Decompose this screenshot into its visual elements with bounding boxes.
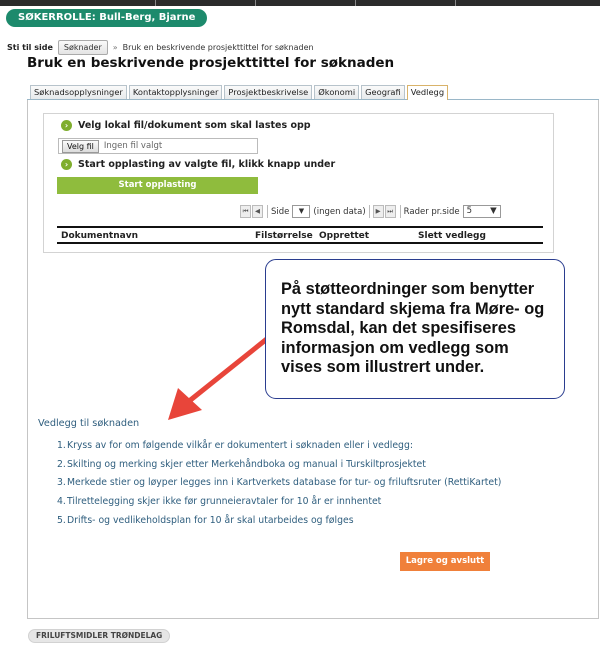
top-bar-divider bbox=[255, 0, 256, 6]
chevron-down-icon: ▼ bbox=[490, 206, 497, 216]
column-header-slett-vedlegg[interactable]: Slett vedlegg bbox=[418, 231, 486, 241]
top-bar-divider bbox=[155, 0, 156, 6]
pager-divider bbox=[267, 205, 268, 218]
pager-divider bbox=[400, 205, 401, 218]
list-item-text: Tilrettelegging skjer ikke før grunneieravtaler for 10 år er innhentet bbox=[67, 496, 382, 508]
list-item-number: 4. bbox=[57, 496, 66, 508]
list-item-text: Skilting og merking skjer etter Merkehåndboka og manual i Turskiltprosjektet bbox=[67, 458, 426, 470]
save-and-exit-button[interactable]: Lagre og avslutt bbox=[400, 552, 490, 571]
top-bar-divider bbox=[455, 0, 456, 6]
tab-vedlegg[interactable]: Vedlegg bbox=[407, 85, 448, 100]
list-item-number: 2. bbox=[57, 458, 66, 470]
breadcrumb-lead: Sti til side bbox=[7, 42, 53, 52]
attachments-section-title: Vedlegg til søknaden bbox=[38, 418, 140, 429]
top-bar bbox=[0, 0, 600, 6]
attachments-list bbox=[40, 437, 501, 530]
pager-page-label: Side bbox=[271, 206, 290, 217]
tab-soknadsopplysninger[interactable]: Søknadsopplysninger bbox=[30, 85, 127, 99]
list-item bbox=[40, 474, 501, 493]
upload-step-2 bbox=[61, 159, 335, 170]
pager-no-data: (ingen data) bbox=[313, 206, 366, 217]
breadcrumb bbox=[7, 38, 314, 56]
rows-per-page-select[interactable] bbox=[463, 205, 501, 218]
breadcrumb-soknader-button[interactable]: Søknader bbox=[58, 40, 108, 55]
choose-file-button[interactable]: Velg fil bbox=[62, 140, 99, 153]
rows-per-page-value: 5 bbox=[466, 206, 473, 216]
info-callout bbox=[265, 259, 565, 399]
info-callout-text: På støtteordninger som benytter nytt standard skjema fra Møre- og Romsdal, kan det spesifiseres informasjon om vedlegg som vises som illustrert under. bbox=[281, 280, 545, 376]
column-header-opprettet[interactable]: Opprettet bbox=[319, 231, 370, 241]
list-item-text: Kryss av for om følgende vilkår er dokumentert i søknaden eller i vedlegg: bbox=[67, 440, 413, 451]
column-header-filstorrelse[interactable]: Filstørrelse bbox=[255, 231, 313, 241]
list-item bbox=[40, 437, 501, 456]
page-title: Bruk en beskrivende prosjekttittel for søknaden bbox=[27, 55, 395, 71]
list-item-number: 5. bbox=[57, 514, 66, 526]
tab-okonomi[interactable]: Økonomi bbox=[314, 85, 359, 99]
file-input[interactable] bbox=[58, 138, 258, 154]
pager bbox=[240, 204, 504, 219]
pager-divider bbox=[369, 205, 370, 218]
start-upload-button[interactable]: Start opplasting bbox=[57, 177, 258, 194]
footer-program-label[interactable]: FRILUFTSMIDLER TRØNDELAG bbox=[28, 629, 170, 643]
upload-step-1 bbox=[61, 120, 311, 131]
page-select[interactable]: ▼ bbox=[292, 205, 310, 218]
tab-bar bbox=[30, 85, 448, 100]
breadcrumb-separator: » bbox=[112, 42, 118, 52]
next-page-icon[interactable]: ▶ bbox=[373, 205, 384, 218]
tab-prosjektbeskrivelse[interactable]: Prosjektbeskrivelse bbox=[224, 85, 312, 99]
column-header-dokumentnavn[interactable]: Dokumentnavn bbox=[61, 231, 138, 241]
upload-step-2-label: Start opplasting av valgte fil, klikk knapp under bbox=[78, 159, 336, 170]
circle-arrow-right-icon: › bbox=[61, 120, 72, 131]
list-item bbox=[40, 493, 501, 512]
list-item-number: 3. bbox=[57, 477, 66, 489]
tab-geografi[interactable]: Geografi bbox=[361, 85, 405, 99]
tab-kontaktopplysninger[interactable]: Kontaktopplysninger bbox=[129, 85, 223, 99]
list-item-text: Merkede stier og løyper legges inn i Kartverkets database for tur- og friluftsruter (RettiKartet) bbox=[67, 477, 502, 489]
breadcrumb-current: Bruk en beskrivende prosjekttittel for søknaden bbox=[122, 42, 314, 52]
list-item bbox=[40, 512, 501, 531]
prev-page-icon[interactable]: ◀ bbox=[252, 205, 263, 218]
list-item-text: Drifts- og vedlikeholdsplan for 10 år skal utarbeides og følges bbox=[67, 514, 354, 526]
list-item bbox=[40, 456, 501, 475]
rows-per-page-label: Rader pr.side bbox=[403, 206, 460, 217]
top-bar-divider bbox=[355, 0, 356, 6]
last-page-icon[interactable]: ⏭ bbox=[385, 205, 396, 218]
upload-step-1-label: Velg lokal fil/dokument som skal lastes opp bbox=[78, 120, 311, 131]
annotation-arrow-icon bbox=[160, 330, 280, 430]
file-status-text: Ingen fil valgt bbox=[103, 141, 163, 151]
attachments-table-header bbox=[57, 226, 543, 244]
first-page-icon[interactable]: ⏮ bbox=[240, 205, 251, 218]
role-badge[interactable]: SØKERROLLE: Bull-Berg, Bjarne bbox=[6, 9, 207, 27]
circle-arrow-right-icon: › bbox=[61, 159, 72, 170]
list-item-number: 1. bbox=[57, 440, 66, 451]
